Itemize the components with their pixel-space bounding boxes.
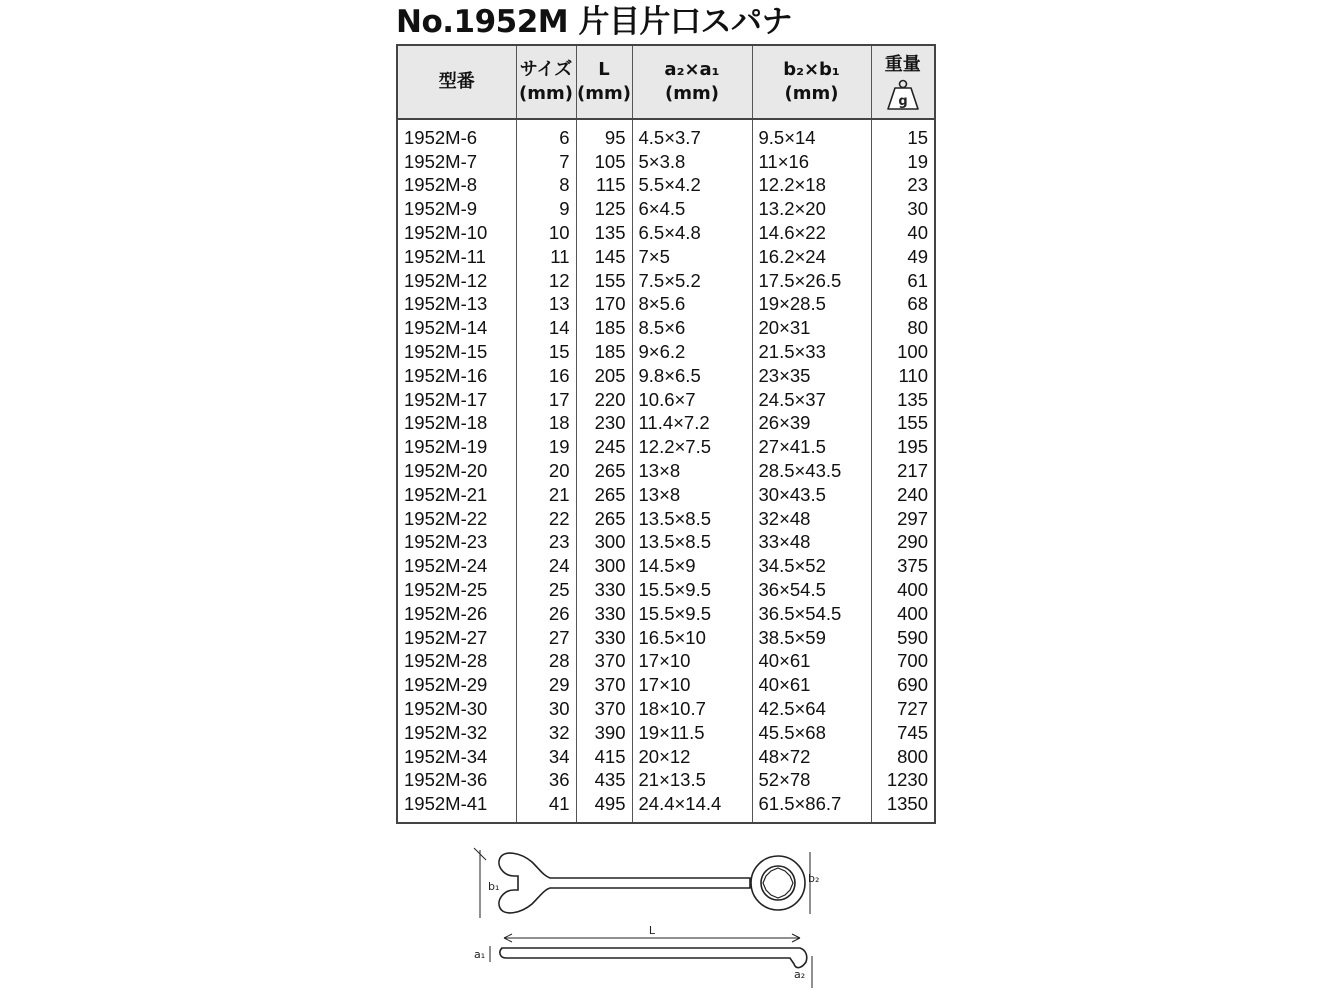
header-model: 型番 xyxy=(397,45,516,119)
b-dim-cell: 42.5×64 xyxy=(752,697,871,721)
size-cell: 12 xyxy=(516,269,576,293)
model-cell: 1952M-17 xyxy=(397,388,516,412)
a-dim-cell: 7×5 xyxy=(632,245,752,269)
weight-cell: 1230 xyxy=(871,769,935,793)
a-dim-cell: 6×4.5 xyxy=(632,197,752,221)
length-cell: 245 xyxy=(576,435,632,459)
b-dim-cell: 33×48 xyxy=(752,531,871,555)
length-cell: 185 xyxy=(576,316,632,340)
size-cell: 41 xyxy=(516,792,576,816)
table-row xyxy=(397,126,935,150)
model-cell: 1952M-41 xyxy=(397,792,516,816)
table-row xyxy=(397,245,935,269)
size-cell: 32 xyxy=(516,721,576,745)
a-dim-cell: 13.5×8.5 xyxy=(632,507,752,531)
table-row xyxy=(397,364,935,388)
weight-cell: 727 xyxy=(871,697,935,721)
table-row xyxy=(397,673,935,697)
weight-icon xyxy=(883,79,923,111)
length-cell: 170 xyxy=(576,293,632,317)
model-cell: 1952M-21 xyxy=(397,483,516,507)
weight-unit-label: g xyxy=(898,94,908,109)
length-cell: 370 xyxy=(576,650,632,674)
table-row xyxy=(397,745,935,769)
model-cell: 1952M-30 xyxy=(397,697,516,721)
spec-table xyxy=(396,44,936,824)
header-row xyxy=(397,45,935,119)
a-dim-cell: 12.2×7.5 xyxy=(632,435,752,459)
size-cell: 28 xyxy=(516,650,576,674)
weight-cell: 290 xyxy=(871,531,935,555)
size-cell: 11 xyxy=(516,245,576,269)
a-dim-cell: 7.5×5.2 xyxy=(632,269,752,293)
length-cell: 390 xyxy=(576,721,632,745)
model-cell: 1952M-6 xyxy=(397,126,516,150)
table-row xyxy=(397,578,935,602)
weight-cell: 135 xyxy=(871,388,935,412)
size-cell: 24 xyxy=(516,554,576,578)
size-cell: 13 xyxy=(516,293,576,317)
weight-cell: 110 xyxy=(871,364,935,388)
b-dim-cell: 32×48 xyxy=(752,507,871,531)
b-dim-cell: 11×16 xyxy=(752,150,871,174)
length-cell: 105 xyxy=(576,150,632,174)
a-dim-cell: 10.6×7 xyxy=(632,388,752,412)
a-dim-cell: 13×8 xyxy=(632,459,752,483)
model-cell: 1952M-18 xyxy=(397,412,516,436)
length-cell: 495 xyxy=(576,792,632,816)
a-dim-cell: 14.5×9 xyxy=(632,554,752,578)
size-cell: 7 xyxy=(516,150,576,174)
size-cell: 23 xyxy=(516,531,576,555)
a-dim-cell: 19×11.5 xyxy=(632,721,752,745)
b-dim-cell: 23×35 xyxy=(752,364,871,388)
size-cell: 29 xyxy=(516,673,576,697)
length-cell: 220 xyxy=(576,388,632,412)
model-cell: 1952M-27 xyxy=(397,626,516,650)
b-dim-cell: 13.2×20 xyxy=(752,197,871,221)
table-row xyxy=(397,197,935,221)
weight-cell: 61 xyxy=(871,269,935,293)
a-dim-cell: 9×6.2 xyxy=(632,340,752,364)
a-dim-cell: 8×5.6 xyxy=(632,293,752,317)
weight-cell: 23 xyxy=(871,174,935,198)
b-dim-cell: 34.5×52 xyxy=(752,554,871,578)
model-cell: 1952M-32 xyxy=(397,721,516,745)
size-cell: 25 xyxy=(516,578,576,602)
a-dim-cell: 18×10.7 xyxy=(632,697,752,721)
a-dim-cell: 13.5×8.5 xyxy=(632,531,752,555)
length-cell: 265 xyxy=(576,459,632,483)
a-dim-cell: 20×12 xyxy=(632,745,752,769)
header-weight: 重量 g xyxy=(871,45,935,119)
table-row xyxy=(397,483,935,507)
length-cell: 145 xyxy=(576,245,632,269)
size-cell: 27 xyxy=(516,626,576,650)
a-dim-cell: 8.5×6 xyxy=(632,316,752,340)
b-dim-cell: 27×41.5 xyxy=(752,435,871,459)
page-title: No.1952M 片目片口スパナ xyxy=(396,4,792,40)
length-cell: 300 xyxy=(576,554,632,578)
b-dim-cell: 40×61 xyxy=(752,673,871,697)
weight-cell: 240 xyxy=(871,483,935,507)
b-dim-cell: 16.2×24 xyxy=(752,245,871,269)
model-cell: 1952M-8 xyxy=(397,174,516,198)
b-dim-cell: 21.5×33 xyxy=(752,340,871,364)
size-cell: 14 xyxy=(516,316,576,340)
length-cell: 125 xyxy=(576,197,632,221)
weight-cell: 80 xyxy=(871,316,935,340)
size-cell: 9 xyxy=(516,197,576,221)
a-dim-cell: 21×13.5 xyxy=(632,769,752,793)
table-row xyxy=(397,531,935,555)
a-dim-cell: 17×10 xyxy=(632,650,752,674)
length-cell: 370 xyxy=(576,697,632,721)
weight-cell: 30 xyxy=(871,197,935,221)
b-dim-cell: 48×72 xyxy=(752,745,871,769)
b-dim-cell: 20×31 xyxy=(752,316,871,340)
length-cell: 330 xyxy=(576,578,632,602)
table-row xyxy=(397,507,935,531)
weight-cell: 297 xyxy=(871,507,935,531)
model-cell: 1952M-12 xyxy=(397,269,516,293)
size-cell: 21 xyxy=(516,483,576,507)
size-cell: 17 xyxy=(516,388,576,412)
model-cell: 1952M-7 xyxy=(397,150,516,174)
length-cell: 415 xyxy=(576,745,632,769)
length-cell: 330 xyxy=(576,626,632,650)
length-cell: 435 xyxy=(576,769,632,793)
length-cell: 205 xyxy=(576,364,632,388)
label-a2: a₂ xyxy=(794,968,806,981)
a-dim-cell: 4.5×3.7 xyxy=(632,126,752,150)
table-row xyxy=(397,554,935,578)
table-row xyxy=(397,650,935,674)
table-row xyxy=(397,602,935,626)
length-cell: 155 xyxy=(576,269,632,293)
weight-cell: 745 xyxy=(871,721,935,745)
label-a1: a₁ xyxy=(474,948,486,961)
model-cell: 1952M-24 xyxy=(397,554,516,578)
table-row xyxy=(397,697,935,721)
model-cell: 1952M-14 xyxy=(397,316,516,340)
length-cell: 265 xyxy=(576,483,632,507)
b-dim-cell: 45.5×68 xyxy=(752,721,871,745)
b-dim-cell: 36×54.5 xyxy=(752,578,871,602)
model-cell: 1952M-10 xyxy=(397,221,516,245)
a-dim-cell: 15.5×9.5 xyxy=(632,578,752,602)
b-dim-cell: 17.5×26.5 xyxy=(752,269,871,293)
b-dim-cell: 26×39 xyxy=(752,412,871,436)
length-cell: 330 xyxy=(576,602,632,626)
table-row xyxy=(397,269,935,293)
length-cell: 370 xyxy=(576,673,632,697)
b-dim-cell: 12.2×18 xyxy=(752,174,871,198)
table-row xyxy=(397,340,935,364)
size-cell: 36 xyxy=(516,769,576,793)
model-cell: 1952M-29 xyxy=(397,673,516,697)
a-dim-cell: 24.4×14.4 xyxy=(632,792,752,816)
label-b1: b₁ xyxy=(488,880,500,893)
b-dim-cell: 36.5×54.5 xyxy=(752,602,871,626)
weight-cell: 15 xyxy=(871,126,935,150)
size-cell: 8 xyxy=(516,174,576,198)
a-dim-cell: 11.4×7.2 xyxy=(632,412,752,436)
a-dim-cell: 5×3.8 xyxy=(632,150,752,174)
table-row xyxy=(397,721,935,745)
header-a-dimensions: a₂×a₁ (mm) xyxy=(632,45,752,119)
b-dim-cell: 9.5×14 xyxy=(752,126,871,150)
model-cell: 1952M-9 xyxy=(397,197,516,221)
length-cell: 135 xyxy=(576,221,632,245)
table-row xyxy=(397,150,935,174)
weight-cell: 375 xyxy=(871,554,935,578)
model-cell: 1952M-20 xyxy=(397,459,516,483)
size-cell: 20 xyxy=(516,459,576,483)
weight-cell: 690 xyxy=(871,673,935,697)
length-cell: 230 xyxy=(576,412,632,436)
model-cell: 1952M-25 xyxy=(397,578,516,602)
model-cell: 1952M-11 xyxy=(397,245,516,269)
table-row xyxy=(397,388,935,412)
size-cell: 16 xyxy=(516,364,576,388)
a-dim-cell: 16.5×10 xyxy=(632,626,752,650)
header-length: L (mm) xyxy=(576,45,632,119)
model-cell: 1952M-13 xyxy=(397,293,516,317)
label-L: L xyxy=(648,924,656,937)
a-dim-cell: 6.5×4.8 xyxy=(632,221,752,245)
size-cell: 10 xyxy=(516,221,576,245)
length-cell: 265 xyxy=(576,507,632,531)
weight-cell: 49 xyxy=(871,245,935,269)
weight-cell: 40 xyxy=(871,221,935,245)
model-cell: 1952M-28 xyxy=(397,650,516,674)
b-dim-cell: 52×78 xyxy=(752,769,871,793)
size-cell: 26 xyxy=(516,602,576,626)
weight-cell: 700 xyxy=(871,650,935,674)
table-row xyxy=(397,792,935,816)
size-cell: 30 xyxy=(516,697,576,721)
table-row xyxy=(397,435,935,459)
weight-cell: 590 xyxy=(871,626,935,650)
model-cell: 1952M-26 xyxy=(397,602,516,626)
length-cell: 115 xyxy=(576,174,632,198)
size-cell: 6 xyxy=(516,126,576,150)
model-cell: 1952M-15 xyxy=(397,340,516,364)
a-dim-cell: 17×10 xyxy=(632,673,752,697)
weight-cell: 155 xyxy=(871,412,935,436)
table-row xyxy=(397,316,935,340)
size-cell: 15 xyxy=(516,340,576,364)
a-dim-cell: 9.8×6.5 xyxy=(632,364,752,388)
a-dim-cell: 15.5×9.5 xyxy=(632,602,752,626)
wrench-drawing xyxy=(460,838,820,998)
b-dim-cell: 38.5×59 xyxy=(752,626,871,650)
table-row xyxy=(397,293,935,317)
size-cell: 34 xyxy=(516,745,576,769)
table-row xyxy=(397,412,935,436)
length-cell: 300 xyxy=(576,531,632,555)
header-b-dimensions: b₂×b₁ (mm) xyxy=(752,45,871,119)
weight-cell: 68 xyxy=(871,293,935,317)
b-dim-cell: 19×28.5 xyxy=(752,293,871,317)
table-row xyxy=(397,626,935,650)
table-row xyxy=(397,221,935,245)
a-dim-cell: 13×8 xyxy=(632,483,752,507)
table-row xyxy=(397,769,935,793)
size-cell: 22 xyxy=(516,507,576,531)
b-dim-cell: 28.5×43.5 xyxy=(752,459,871,483)
model-cell: 1952M-19 xyxy=(397,435,516,459)
size-cell: 18 xyxy=(516,412,576,436)
model-cell: 1952M-36 xyxy=(397,769,516,793)
model-cell: 1952M-34 xyxy=(397,745,516,769)
weight-cell: 100 xyxy=(871,340,935,364)
b-dim-cell: 61.5×86.7 xyxy=(752,792,871,816)
model-cell: 1952M-22 xyxy=(397,507,516,531)
size-cell: 19 xyxy=(516,435,576,459)
weight-cell: 1350 xyxy=(871,792,935,816)
header-size: サイズ (mm) xyxy=(516,45,576,119)
a-dim-cell: 5.5×4.2 xyxy=(632,174,752,198)
length-cell: 95 xyxy=(576,126,632,150)
model-cell: 1952M-23 xyxy=(397,531,516,555)
table-row xyxy=(397,174,935,198)
table-row xyxy=(397,459,935,483)
b-dim-cell: 24.5×37 xyxy=(752,388,871,412)
length-cell: 185 xyxy=(576,340,632,364)
weight-cell: 217 xyxy=(871,459,935,483)
weight-cell: 400 xyxy=(871,578,935,602)
weight-cell: 400 xyxy=(871,602,935,626)
weight-cell: 19 xyxy=(871,150,935,174)
label-b2: b₂ xyxy=(808,872,820,885)
b-dim-cell: 40×61 xyxy=(752,650,871,674)
weight-cell: 800 xyxy=(871,745,935,769)
model-cell: 1952M-16 xyxy=(397,364,516,388)
weight-cell: 195 xyxy=(871,435,935,459)
b-dim-cell: 30×43.5 xyxy=(752,483,871,507)
b-dim-cell: 14.6×22 xyxy=(752,221,871,245)
